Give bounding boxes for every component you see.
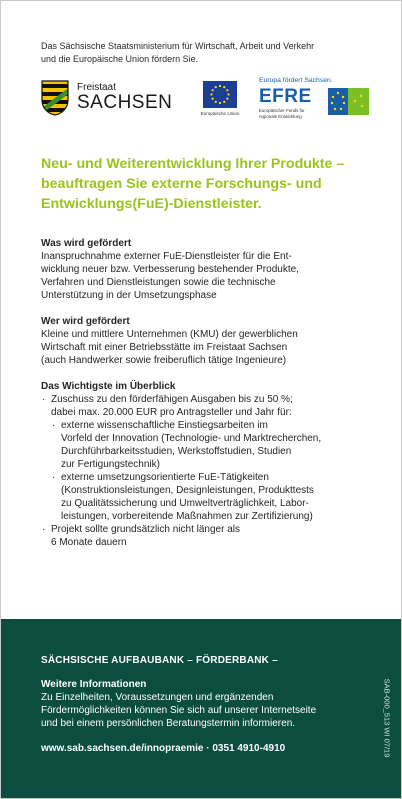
logo-bar — [41, 77, 371, 125]
efre-flag-icon — [328, 88, 369, 115]
headline — [41, 154, 381, 214]
eu-star-icon — [227, 93, 229, 95]
eu-star-icon — [215, 101, 217, 103]
sub-bullet-continuation: zur Fertigungstechnik) — [61, 459, 160, 470]
eu-logo — [197, 81, 243, 123]
sponsor-statement — [41, 40, 371, 66]
headline-line-2: beauftragen Sie externe Forschungs- und — [41, 176, 322, 192]
eu-flag-icon — [203, 81, 237, 108]
headline-line-3: Entwicklungs(FuE)-Dienstleister. — [41, 196, 262, 212]
efre-subtitle — [259, 108, 329, 119]
freistaat-label: Freistaat — [77, 82, 116, 93]
section-title: Das Wichtigste im Überblick — [41, 381, 176, 392]
bullet-continuation: dabei max. 20.000 EUR pro Antragsteller und Jahr für: — [51, 407, 292, 418]
section-line: Verfahren und Dienstleistungen sowie die technische — [41, 277, 276, 288]
sachsen-label: SACHSEN — [77, 92, 173, 113]
bank-name: SÄCHSISCHE AUFBAUBANK – FÖRDERBANK – — [41, 655, 278, 666]
footer-panel — [1, 619, 401, 798]
further-info — [41, 678, 371, 730]
body-text — [41, 237, 376, 562]
sub-bullet-continuation: Durchführbarkeitsstudien, Werkstoffstudien, Studien — [61, 446, 292, 457]
further-info-title: Weitere Informationen — [41, 679, 147, 690]
section-line: Unterstützung in der Umsetzungsphase — [41, 290, 217, 301]
contact-link[interactable]: www.sab.sachsen.de/innopraemie · 0351 4910-4910 — [41, 743, 286, 754]
eu-star-icon — [219, 102, 221, 104]
sub-bullet-continuation: (Konstruktionsleistungen, Designleistungen, Produkttests — [61, 485, 314, 496]
eu-star-icon — [226, 98, 228, 100]
efre-subtitle-line-1: Europäischer Fonds für — [259, 108, 305, 113]
section-title: Wer wird gefördert — [41, 316, 130, 327]
section-wer-wird-gefoerdert — [41, 315, 376, 367]
sub-bullet-continuation: zu Qualitätssicherung und Umweltverträglichkeit, Labor- — [61, 498, 309, 509]
section-line: Kleine und mittlere Unternehmen (KMU) der gewerblichen — [41, 329, 298, 340]
section-line: wicklung neuer bzw. Verbesserung bestehender Produkte, — [41, 264, 299, 275]
sponsor-line-1: Das Sächsische Staatsministerium für Wirtschaft, Arbeit und Verkehr — [41, 41, 315, 51]
section-title: Was wird gefördert — [41, 238, 132, 249]
efre-wordmark: EFRE — [259, 86, 312, 107]
eu-star-icon — [219, 85, 221, 87]
sub-bullet-continuation: leistungen, vorbereitende Maßnahmen zur Zertifizierung) — [61, 511, 313, 522]
headline-line-1: Neu- und Weiterentwicklung Ihrer Produkte – — [41, 156, 345, 172]
document-code: SAB-000_513 WI 07/19 — [382, 678, 392, 758]
section-line: (auch Handwerker sowie freiberuflich tätige Ingenieure) — [41, 355, 287, 366]
sub-bullet-item: · externe wissenschaftliche Einstiegsarbeiten im — [41, 419, 376, 432]
bullet-continuation: 6 Monate dauern — [51, 537, 127, 548]
freistaat-sachsen-logo — [41, 80, 191, 122]
section-das-wichtigste — [41, 380, 376, 549]
eu-star-icon — [212, 89, 214, 91]
efre-logo — [259, 77, 371, 125]
eu-star-icon — [223, 101, 225, 103]
section-line: Wirtschaft mit einer Betriebsstätte im Freistaat Sachsen — [41, 342, 288, 353]
bullet-item: · Projekt sollte grundsätzlich nicht länger als — [41, 523, 376, 536]
eu-star-icon — [212, 98, 214, 100]
efre-subtitle-line-2: regionale Entwicklung — [259, 113, 302, 119]
sub-bullet-continuation: Vorfeld der Innovation (Technologie- und Marktrecherchen, — [61, 433, 322, 444]
section-was-wird-gefoerdert — [41, 237, 376, 302]
section-line: Inanspruchnahme externer FuE-Dienstleister für die Ent- — [41, 251, 292, 262]
sponsor-line-2: und die Europäische Union fördern Sie. — [41, 54, 199, 64]
saxony-crest-icon — [41, 80, 69, 116]
sub-bullet-item: · externe umsetzungsorientierte FuE-Tätigkeiten — [41, 471, 376, 484]
further-info-line: und bei einem persönlichen Beratungstermin informieren. — [41, 718, 296, 729]
further-info-line: Fördermöglichkeiten können Sie sich auf unserer Internetseite — [41, 705, 317, 716]
eu-star-icon — [226, 89, 228, 91]
eu-star-icon — [210, 93, 212, 95]
eu-star-icon — [223, 86, 225, 88]
eu-caption: Europäische Union — [200, 111, 240, 116]
efre-tagline: Europa fördert Sachsen. — [259, 77, 333, 84]
eu-star-icon — [215, 86, 217, 88]
bullet-item: · Zuschuss zu den förderfähigen Ausgaben bis zu 50 %; — [41, 393, 376, 406]
further-info-line: Zu Einzelheiten, Voraussetzungen und ergänzenden — [41, 692, 274, 703]
